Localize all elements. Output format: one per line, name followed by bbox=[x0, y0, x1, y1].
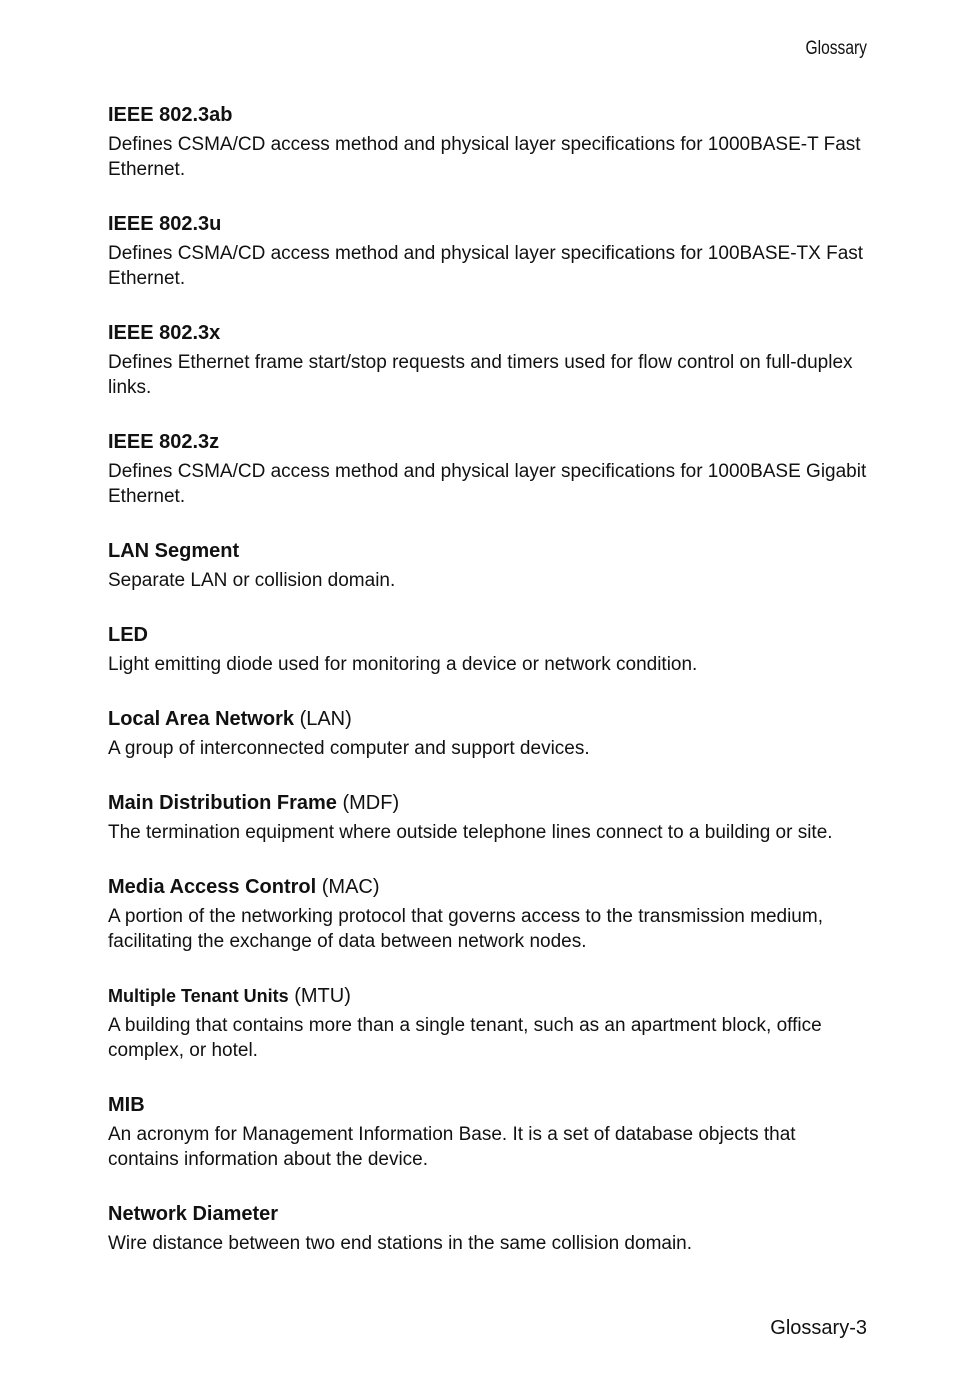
glossary-term bbox=[108, 538, 868, 564]
glossary-definition: An acronym for Management Information Base. It is a set of database objects that contains information about the device. bbox=[108, 1124, 796, 1170]
glossary-entry bbox=[108, 706, 868, 761]
glossary-entry bbox=[108, 790, 868, 845]
glossary-term bbox=[108, 211, 868, 237]
glossary-entry bbox=[108, 983, 868, 1063]
term-name: IEEE 802.3u bbox=[108, 213, 222, 235]
term-abbreviation: (LAN) bbox=[299, 708, 352, 730]
glossary-entry bbox=[108, 320, 868, 400]
glossary-definition: Defines Ethernet frame start/stop requests and timers used for flow control on full-duplex links. bbox=[108, 352, 853, 398]
glossary-entry bbox=[108, 1092, 868, 1172]
glossary-definition: The termination equipment where outside telephone lines connect to a building or site. bbox=[108, 822, 833, 843]
glossary-entry bbox=[108, 874, 868, 954]
page-number: Glossary-3 bbox=[770, 1317, 867, 1339]
glossary-entry bbox=[108, 1201, 868, 1256]
glossary-term bbox=[108, 1092, 868, 1118]
running-header: Glossary bbox=[805, 38, 867, 59]
glossary-definition: A portion of the networking protocol that governs access to the transmission medium, facilitating the exchange of data between network nodes. bbox=[108, 906, 823, 952]
glossary-entry bbox=[108, 102, 868, 182]
glossary-term bbox=[108, 790, 868, 816]
term-name: Main Distribution Frame bbox=[108, 792, 337, 814]
glossary-list bbox=[108, 102, 868, 1285]
term-name: LAN Segment bbox=[108, 540, 240, 562]
glossary-term bbox=[108, 320, 868, 346]
glossary-definition: A group of interconnected computer and support devices. bbox=[108, 738, 590, 759]
glossary-definition: Defines CSMA/CD access method and physical layer specifications for 100BASE-TX Fast Ethernet. bbox=[108, 243, 864, 289]
term-name: Multiple Tenant Units bbox=[108, 986, 289, 1006]
term-name: IEEE 802.3ab bbox=[108, 104, 233, 126]
glossary-term bbox=[108, 429, 868, 455]
term-abbreviation: (MTU) bbox=[294, 985, 351, 1007]
term-abbreviation: (MDF) bbox=[342, 792, 400, 814]
glossary-term bbox=[108, 874, 868, 900]
glossary-entry bbox=[108, 538, 868, 593]
glossary-definition: A building that contains more than a single tenant, such as an apartment block, office complex, or hotel. bbox=[108, 1015, 822, 1061]
glossary-term bbox=[108, 102, 868, 128]
glossary-entry bbox=[108, 622, 868, 677]
term-name: IEEE 802.3z bbox=[108, 431, 220, 453]
glossary-definition: Defines CSMA/CD access method and physical layer specifications for 1000BASE Gigabit Ethernet. bbox=[108, 461, 867, 507]
glossary-entry bbox=[108, 211, 868, 291]
glossary-definition: Defines CSMA/CD access method and physical layer specifications for 1000BASE-T Fast Ethernet. bbox=[108, 134, 861, 180]
glossary-term bbox=[108, 622, 868, 648]
glossary-definition: Wire distance between two end stations in the same collision domain. bbox=[108, 1233, 693, 1254]
glossary-term bbox=[108, 983, 868, 1009]
glossary-definition: Separate LAN or collision domain. bbox=[108, 570, 396, 591]
term-name: Media Access Control bbox=[108, 876, 317, 898]
glossary-definition: Light emitting diode used for monitoring a device or network condition. bbox=[108, 654, 698, 675]
term-name: LED bbox=[108, 624, 148, 646]
term-name: MIB bbox=[108, 1094, 145, 1116]
term-name: Local Area Network bbox=[108, 708, 294, 730]
term-name: Network Diameter bbox=[108, 1203, 279, 1225]
term-name: IEEE 802.3x bbox=[108, 322, 221, 344]
glossary-term bbox=[108, 706, 868, 732]
glossary-term bbox=[108, 1201, 868, 1227]
glossary-entry bbox=[108, 429, 868, 509]
term-abbreviation: (MAC) bbox=[321, 876, 380, 898]
